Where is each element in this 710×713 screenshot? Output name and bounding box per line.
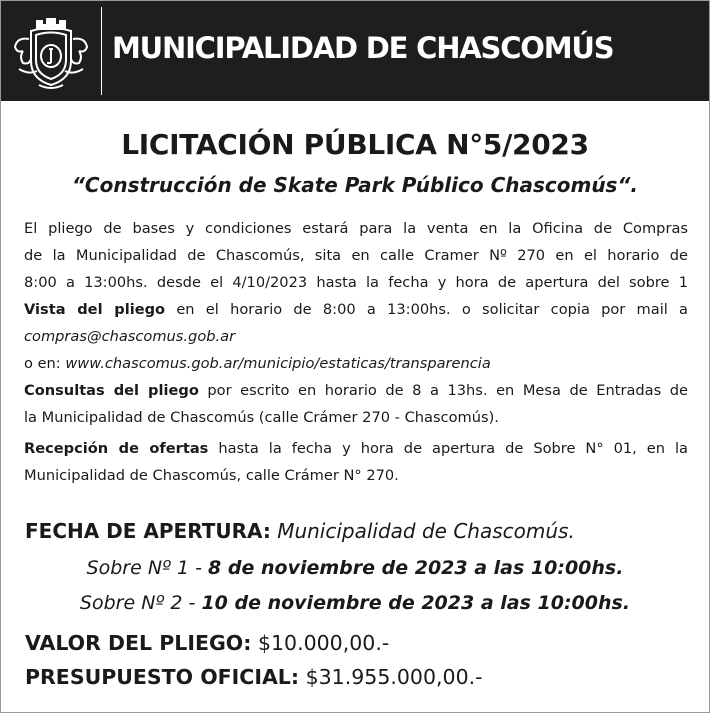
fecha-apertura: [25, 519, 575, 543]
sobre-2-date: 10 de noviembre de 2023 a las 10:00hs.: [201, 592, 631, 614]
vista-line: [24, 296, 688, 323]
recepcion-line: [24, 435, 688, 462]
valor-value: $10.000,00.-: [251, 631, 390, 655]
consultas-line: [24, 377, 688, 404]
body-line: El pliego de bases y condiciones estará para la venta en la Oficina de Compras: [24, 220, 688, 237]
header-divider: [101, 7, 102, 95]
fecha-value: Municipalidad de Chascomús.: [270, 519, 575, 543]
vista-label: Vista del pliego: [24, 301, 166, 318]
header-title: MUNICIPALIDAD DE CHASCOMÚS: [112, 31, 614, 65]
consultas-text: por escrito en horario de 8 a 13hs. en Mesa de Entradas de: [198, 382, 689, 399]
web-url: www.chascomus.gob.ar/municipio/estaticas/transparencia: [65, 355, 491, 372]
sobre-2-prefix: Sobre Nº 2 -: [79, 592, 202, 614]
consultas-label: Consultas del pliego: [24, 382, 199, 399]
document-subtitle: “Construcción de Skate Park Público Chascomús“.: [72, 173, 638, 197]
sobre-1: [1, 557, 709, 579]
sobre-1-date: 8 de noviembre de 2023 a las 10:00hs.: [208, 557, 624, 579]
body-line: de la Municipalidad de Chascomús, sita en calle Cramer Nº 270 en el horario de: [24, 247, 688, 264]
valor-label: VALOR DEL PLIEGO:: [25, 631, 252, 655]
fecha-label: FECHA DE APERTURA:: [25, 519, 271, 543]
recepcion-text: hasta la fecha y hora de apertura de Sobre N° 01, en la: [208, 440, 689, 457]
presupuesto-oficial: [25, 665, 483, 689]
valor-pliego: [25, 631, 389, 655]
email-address: compras@chascomus.gob.ar: [24, 328, 236, 345]
body-line: 8:00 a 13:00hs. desde el 4/10/2023 hasta la fecha y hora de apertura del sobre 1: [24, 274, 688, 291]
header-banner: [1, 1, 709, 101]
consultas-line-2: la Municipalidad de Chascomús (calle Crámer 270 - Chascomús).: [24, 409, 499, 426]
presupuesto-label: PRESUPUESTO OFICIAL:: [25, 665, 300, 689]
body-text: [24, 215, 688, 489]
presupuesto-value: $31.955.000,00.-: [299, 665, 483, 689]
recepcion-line-2: Municipalidad de Chascomús, calle Crámer N° 270.: [24, 467, 399, 484]
document-title: LICITACIÓN PÚBLICA N°5/2023: [121, 128, 589, 161]
web-line: [24, 350, 688, 377]
web-prefix: o en:: [24, 355, 66, 372]
recepcion-label: Recepción de ofertas: [24, 440, 209, 457]
sobre-2: [1, 592, 709, 614]
email-line: [24, 323, 688, 350]
coat-of-arms-icon: [9, 9, 93, 93]
vista-text: en el horario de 8:00 a 13:00hs. o solicitar copia por mail a: [165, 301, 689, 318]
sobre-1-prefix: Sobre Nº 1 -: [86, 557, 209, 579]
